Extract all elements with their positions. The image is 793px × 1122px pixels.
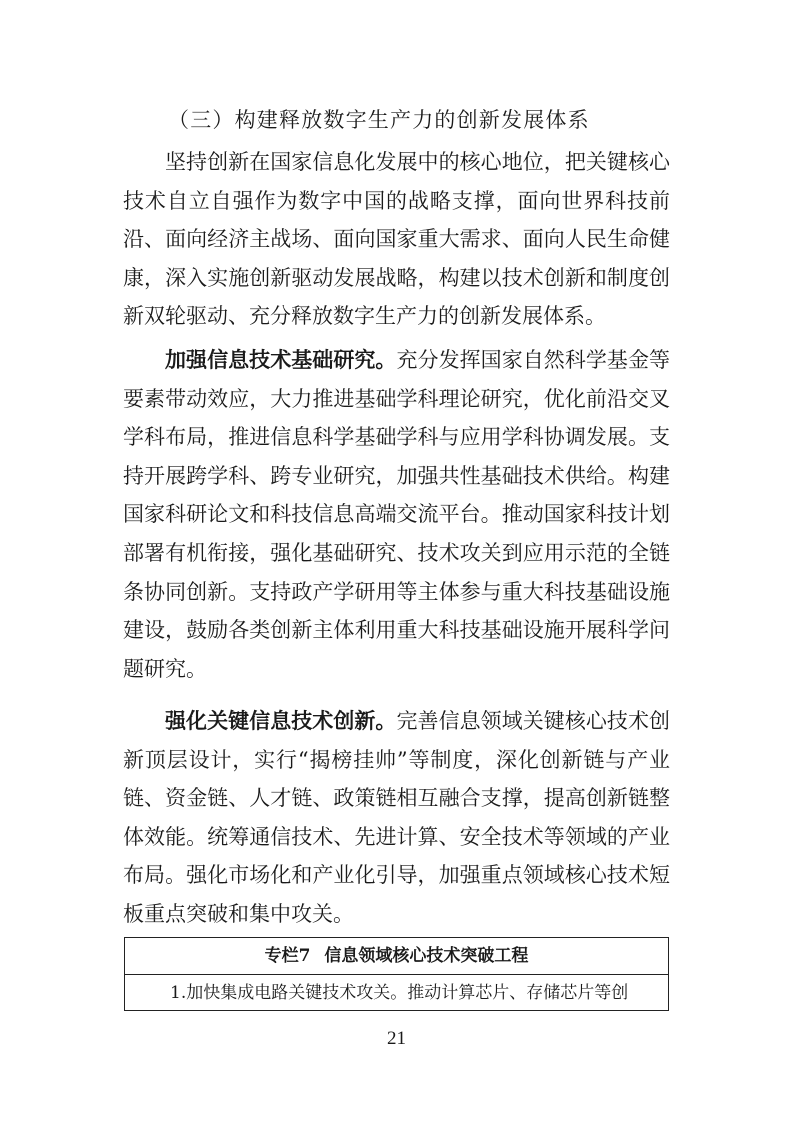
paragraph-basic-research <box>123 341 670 688</box>
special-column-box <box>124 937 669 1011</box>
paragraph-key-tech-innovation <box>123 702 670 934</box>
page-number: 21 <box>387 1028 406 1049</box>
special-column-row: 1.加快集成电路关键技术攻关。推动计算芯片、存储芯片等创 <box>170 983 629 1003</box>
special-column-title <box>125 938 668 975</box>
paragraph-body: 完善信息领域关键核心技术创新顶层设计，实行“揭榜挂帅”等制度，深化创新链与产业链、资金链、人才链、政策链相互融合支撑，提高创新链整体效能。统筹通信技术、先进计算、安全技术等领域的产业布局。强化市场化和产业化引导，加强重点领域核心技术短板重点突破和集中攻关。 <box>123 709 671 926</box>
paragraph-intro <box>123 143 670 336</box>
paragraph-lead: 加强信息技术基础研究。 <box>165 347 397 372</box>
section-heading: （三）构建释放数字生产力的创新发展体系 <box>168 108 590 132</box>
special-column-name: 信息领域核心技术突破工程 <box>324 946 529 966</box>
special-column-number: 专栏7 <box>264 946 311 966</box>
paragraph-body: 充分发挥国家自然科学基金等要素带动效应，大力推进基础学科理论研究，优化前沿交叉学科布局，推进信息科学基础学科与应用学科协调发展。支持开展跨学科、跨专业研究，加强共性基础技术供给。构建国家科研论文和科技信息高端交流平台。推动国家科技计划部署有机衔接，强化基础研究、技术攻关到应用示范的全链条协同创新。支持政产学研用等主体参与重大科技基础设施建设，鼓励各类创新主体利用重大科技基础设施开展科学问题研究。 <box>123 348 671 681</box>
paragraph-lead: 强化关键信息技术创新。 <box>165 708 397 733</box>
paragraph-body: 坚持创新在国家信息化发展中的核心地位，把关键核心技术自立自强作为数字中国的战略支撑，面向世界科技前沿、面向经济主战场、面向国家重大需求、面向人民生命健康，深入实施创新驱动发展战略，构建以技术创新和制度创新双轮驱动、充分释放数字生产力的创新发展体系。 <box>123 150 670 329</box>
